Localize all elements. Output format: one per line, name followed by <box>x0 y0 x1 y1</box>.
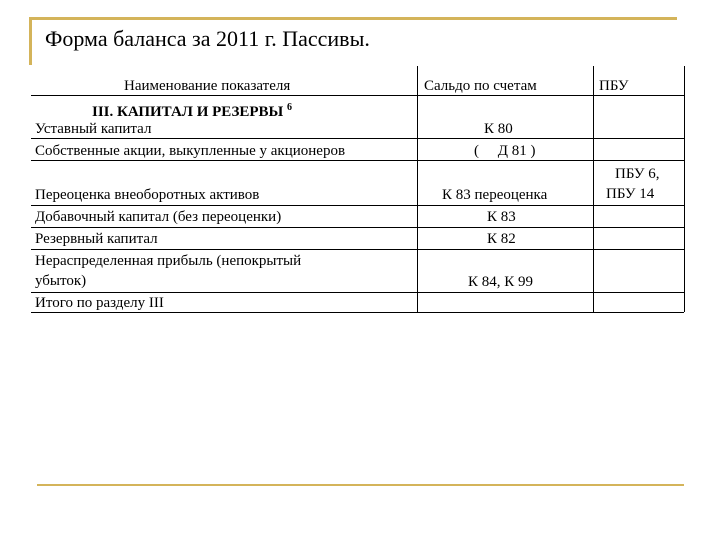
section-title-text: III. КАПИТАЛ И РЕЗЕРВЫ <box>92 104 284 120</box>
row-accounts: К 82 <box>487 231 516 247</box>
row-pbu: ПБУ 6, <box>615 166 660 182</box>
row-accounts: ( Д 81 ) <box>474 143 536 159</box>
header-accounts: Сальдо по счетам <box>424 78 537 94</box>
table-line <box>593 66 594 312</box>
row-name: убыток) <box>35 273 87 289</box>
table-line <box>31 205 684 206</box>
row-accounts: К 80 <box>484 121 513 137</box>
row-name: Переоценка внеоборотных активов <box>35 187 260 203</box>
row-pbu: ПБУ 14 <box>606 186 655 202</box>
header-pbu: ПБУ <box>599 78 629 94</box>
table-line <box>31 249 684 250</box>
row-name: Итого по разделу III <box>35 295 164 311</box>
row-accounts: К 83 <box>487 209 516 225</box>
table-line <box>31 227 684 228</box>
row-accounts: К 84, К 99 <box>468 274 534 290</box>
table-line <box>684 66 685 312</box>
row-name: Нераспределенная прибыль (непокрытый <box>35 253 302 269</box>
row-name: Резервный капитал <box>35 231 158 247</box>
row-name: Уставный капитал <box>35 121 152 137</box>
row-accounts: К 83 переоценка <box>442 187 548 203</box>
row-name: Добавочный капитал (без переоценки) <box>35 209 282 225</box>
section-footnote: 6 <box>287 102 293 113</box>
header-name: Наименование показателя <box>124 78 291 94</box>
table-line <box>417 66 418 312</box>
slide-title: Форма баланса за 2011 г. Пассивы. <box>45 26 370 51</box>
row-name: Собственные акции, выкупленные у акционеров <box>35 143 346 159</box>
